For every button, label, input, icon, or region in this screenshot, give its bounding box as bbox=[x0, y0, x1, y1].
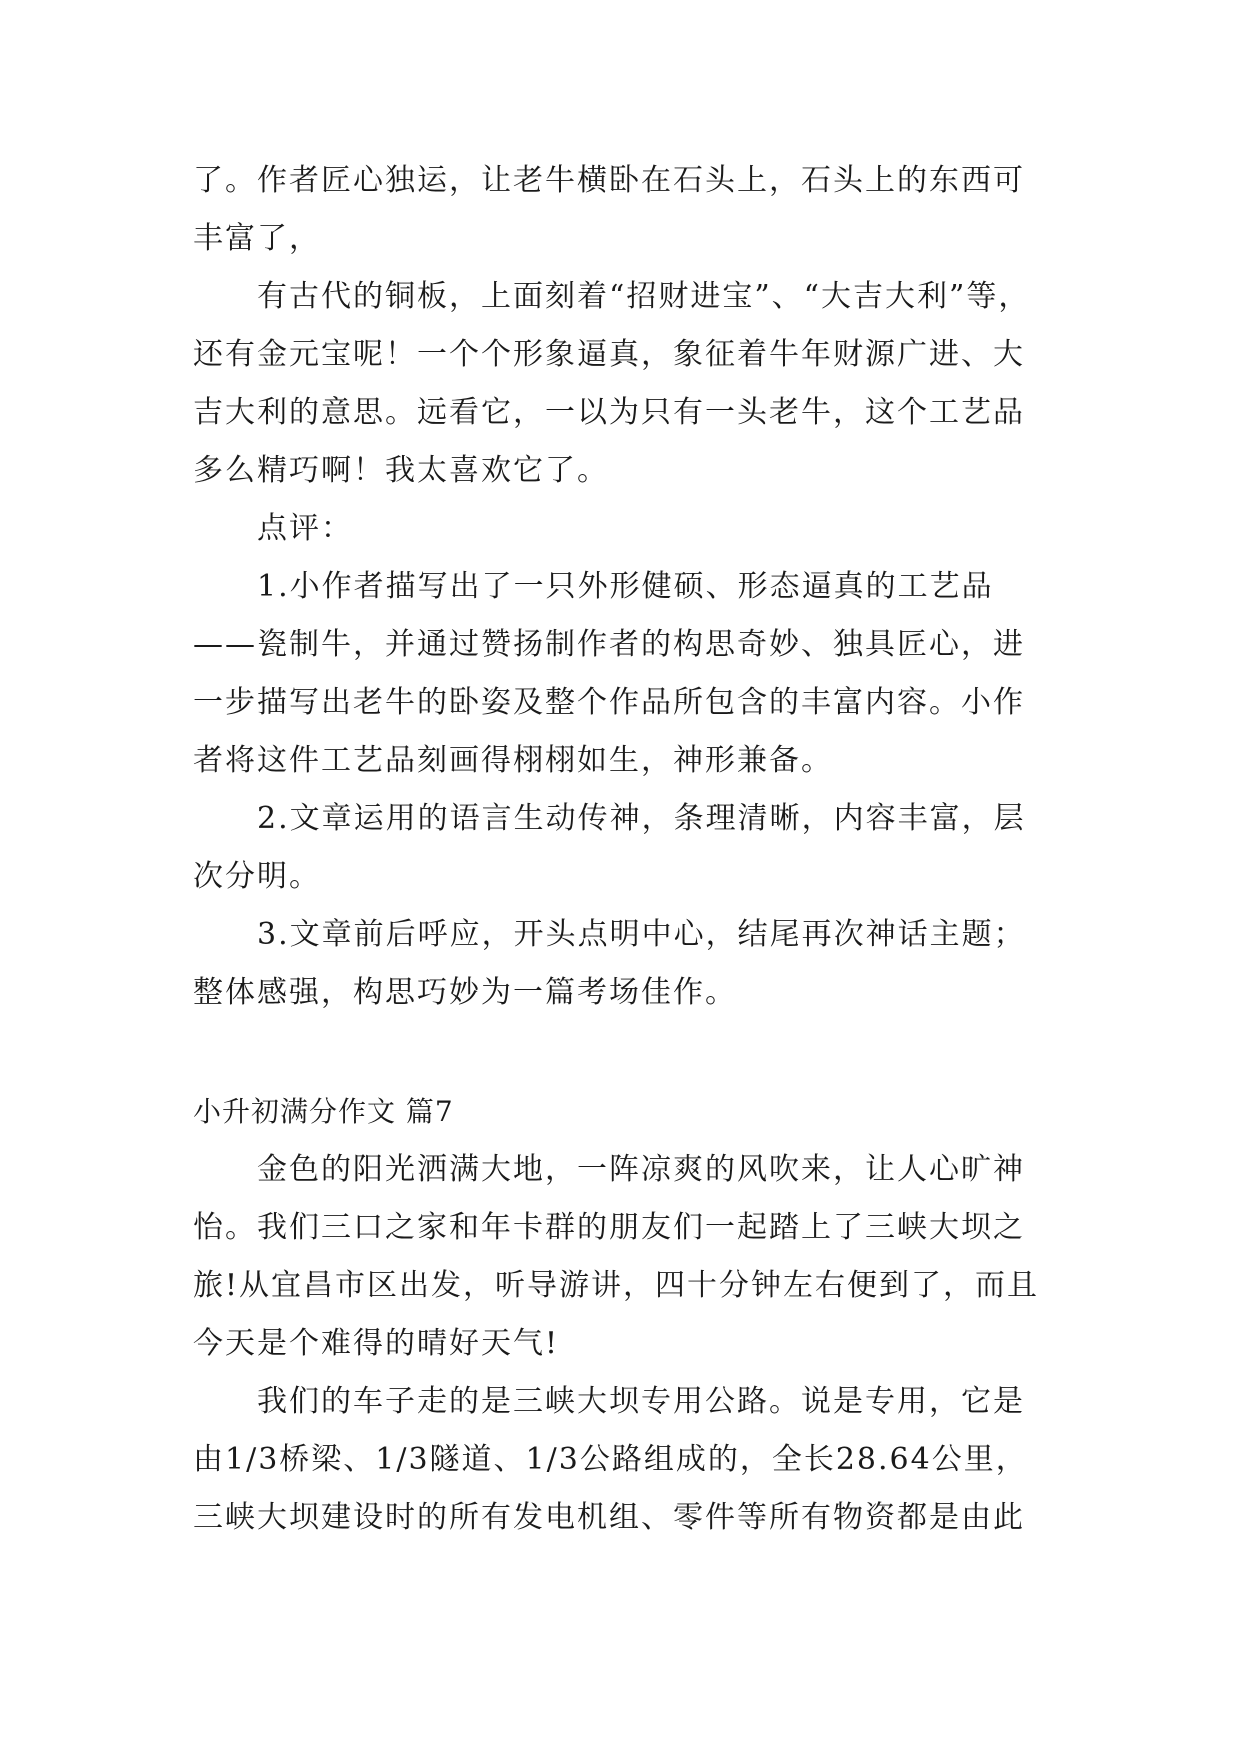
paragraph-continuation: 了。作者匠心独运，让老牛横卧在石头上，石头上的东西可丰富了， bbox=[193, 163, 1025, 256]
paragraph-description: 有古代的铜板，上面刻着“招财进宝”、“大吉大利”等，还有金元宝呢！一个个形象逼真，象征着牛年财源广进、大吉大利的意思。远看它，一以为只有一头老牛，这个工艺品多么精巧啊！我太喜欢它了。 bbox=[193, 279, 1031, 488]
section-essay-7 bbox=[193, 1083, 1049, 1547]
paragraph-review-label: 点评： bbox=[257, 511, 353, 546]
paragraph-review-point-2: 2.文章运用的语言生动传神，条理清晰，内容丰富，层次分明。 bbox=[193, 801, 1026, 894]
paragraph-review-point-1: 1.小作者描写出了一只外形健硕、形态逼真的工艺品——瓷制牛，并通过赞扬制作者的构思奇妙、独具匠心，进一步描写出老牛的卧姿及整个作品所包含的丰富内容。小作者将这件工艺品刻画得栩栩如生，神形兼备。 bbox=[193, 569, 1025, 778]
essay-heading: 小升初满分作文 篇7 bbox=[193, 1095, 454, 1128]
section-commentary bbox=[193, 152, 1049, 1022]
paragraph-essay-intro: 金色的阳光洒满大地，一阵凉爽的风吹来，让人心旷神怡。我们三口之家和年卡群的朋友们一起踏上了三峡大坝之旅!从宜昌市区出发，听导游讲，四十分钟左右便到了，而且今天是个难得的晴好天气! bbox=[193, 1152, 1040, 1361]
paragraph-essay-road: 我们的车子走的是三峡大坝专用公路。说是专用，它是由1/3桥梁、1/3隧道、1/3公路组成的，全长28.64公里，三峡大坝建设时的所有发电机组、零件等所有物资都是由此 bbox=[193, 1384, 1028, 1535]
paragraph-review-point-3: 3.文章前后呼应，开头点明中心，结尾再次神话主题；整体感强，构思巧妙为一篇考场佳作。 bbox=[193, 917, 1026, 1010]
